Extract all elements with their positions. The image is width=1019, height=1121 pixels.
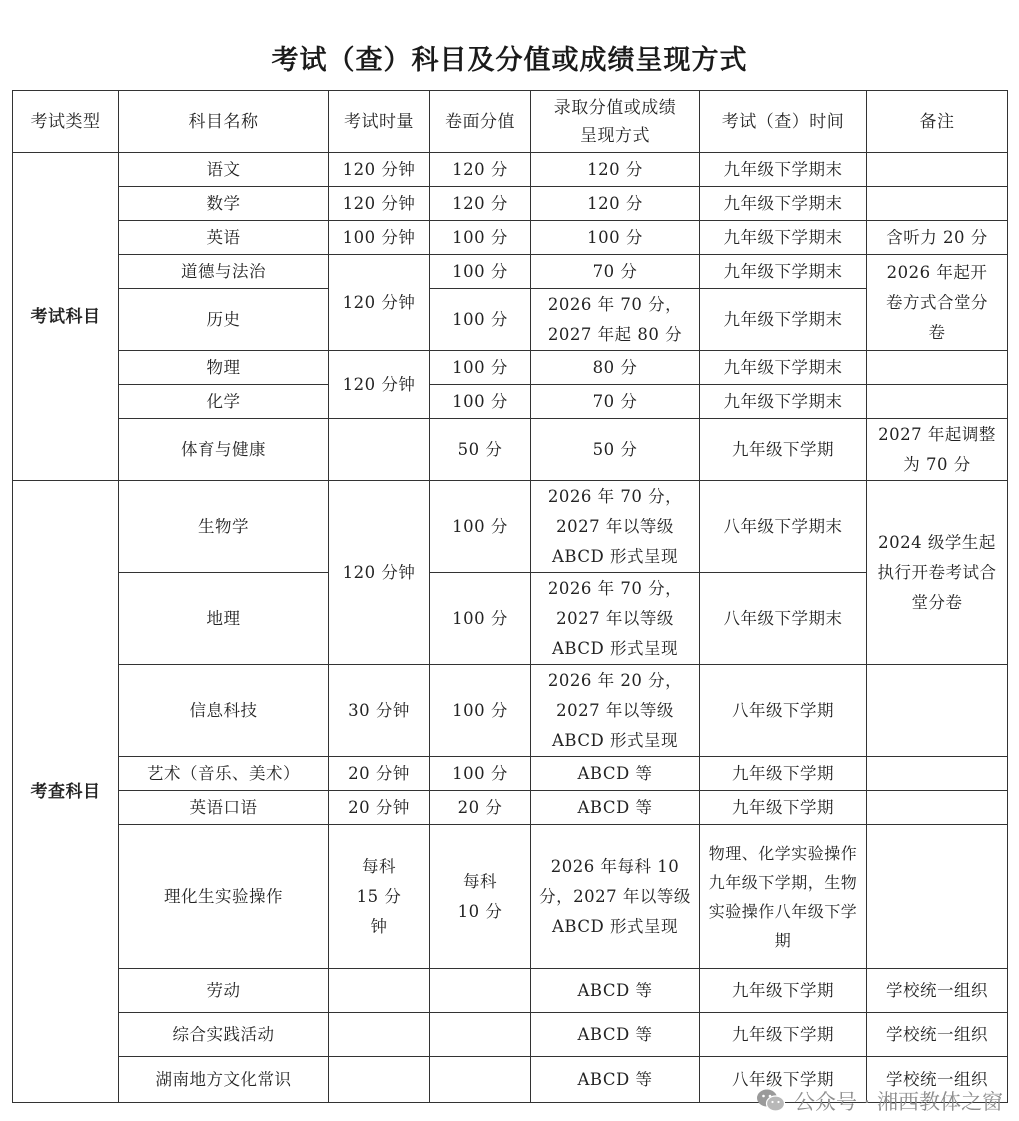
table-row xyxy=(13,573,1008,665)
table-row xyxy=(13,757,1008,791)
duration-cell xyxy=(329,419,430,481)
result-cell: 70 分 xyxy=(531,255,700,289)
exam-type-cell: 考试科目 xyxy=(13,153,119,481)
subject-cell: 道德与法治 xyxy=(119,255,329,289)
note-cell: 2027 年起调整为 70 分 xyxy=(867,419,1008,481)
subject-cell: 化学 xyxy=(119,385,329,419)
subject-cell: 体育与健康 xyxy=(119,419,329,481)
result-cell: 70 分 xyxy=(531,385,700,419)
table-row xyxy=(13,289,1008,351)
subject-cell: 综合实践活动 xyxy=(119,1013,329,1057)
table-row xyxy=(13,385,1008,419)
subject-cell: 英语 xyxy=(119,221,329,255)
result-cell: 120 分 xyxy=(531,153,700,187)
page-title: 考试（查）科目及分值或成绩呈现方式 xyxy=(271,45,748,76)
note-cell xyxy=(867,385,1008,419)
score-cell: 100 分 xyxy=(430,289,531,351)
note-cell xyxy=(867,187,1008,221)
duration-cell: 120 分钟 xyxy=(329,481,430,665)
duration-cell: 100 分钟 xyxy=(329,221,430,255)
score-cell: 50 分 xyxy=(430,419,531,481)
duration-cell: 120 分钟 xyxy=(329,187,430,221)
result-cell: ABCD 等 xyxy=(531,1013,700,1057)
score-cell xyxy=(430,1013,531,1057)
result-cell: ABCD 等 xyxy=(531,757,700,791)
score-cell: 100 分 xyxy=(430,351,531,385)
note-cell xyxy=(867,153,1008,187)
result-cell: 2026 年 70 分，2027 年以等级 ABCD 形式呈现 xyxy=(531,573,700,665)
time-cell: 九年级下学期 xyxy=(700,419,867,481)
note-cell: 学校统一组织 xyxy=(867,1057,1008,1103)
note-cell xyxy=(867,757,1008,791)
note-cell xyxy=(867,791,1008,825)
score-cell: 100 分 xyxy=(430,481,531,573)
note-cell: 2024 级学生起执行开卷考试合堂分卷 xyxy=(867,481,1008,665)
duration-cell: 30 分钟 xyxy=(329,665,430,757)
result-cell: 2026 年 70 分，2027 年以等级 ABCD 形式呈现 xyxy=(531,481,700,573)
result-cell: 2026 年 70 分，2027 年起 80 分 xyxy=(531,289,700,351)
subject-cell: 历史 xyxy=(119,289,329,351)
result-cell: 100 分 xyxy=(531,221,700,255)
time-cell: 八年级下学期 xyxy=(700,665,867,757)
header-note: 备注 xyxy=(867,91,1008,153)
table-row xyxy=(13,419,1008,481)
time-cell: 九年级下学期末 xyxy=(700,385,867,419)
header-time: 考试（查）时间 xyxy=(700,91,867,153)
time-cell: 九年级下学期 xyxy=(700,757,867,791)
time-cell: 九年级下学期 xyxy=(700,969,867,1013)
header-result: 录取分值或成绩呈现方式 xyxy=(531,91,700,153)
subject-cell: 劳动 xyxy=(119,969,329,1013)
table-row xyxy=(13,351,1008,385)
score-cell: 100 分 xyxy=(430,255,531,289)
review-type-cell: 考查科目 xyxy=(13,481,119,1103)
subject-cell: 语文 xyxy=(119,153,329,187)
time-cell: 九年级下学期末 xyxy=(700,187,867,221)
header-exam-type: 考试类型 xyxy=(13,91,119,153)
result-cell: 80 分 xyxy=(531,351,700,385)
note-cell xyxy=(867,825,1008,969)
duration-cell: 20 分钟 xyxy=(329,791,430,825)
score-cell: 100 分 xyxy=(430,757,531,791)
subject-cell: 数学 xyxy=(119,187,329,221)
table-row xyxy=(13,255,1008,289)
duration-cell: 20 分钟 xyxy=(329,757,430,791)
header-row xyxy=(13,91,1008,153)
table-row xyxy=(13,825,1008,969)
header-subject: 科目名称 xyxy=(119,91,329,153)
note-cell: 学校统一组织 xyxy=(867,1013,1008,1057)
subject-cell: 理化生实验操作 xyxy=(119,825,329,969)
table-row xyxy=(13,153,1008,187)
table-row xyxy=(13,221,1008,255)
table-row xyxy=(13,665,1008,757)
subject-cell: 信息科技 xyxy=(119,665,329,757)
note-cell: 学校统一组织 xyxy=(867,969,1008,1013)
duration-cell xyxy=(329,1057,430,1103)
duration-cell xyxy=(329,969,430,1013)
subject-cell: 英语口语 xyxy=(119,791,329,825)
duration-cell: 120 分钟 xyxy=(329,255,430,351)
time-cell: 八年级下学期 xyxy=(700,1057,867,1103)
time-cell: 九年级下学期末 xyxy=(700,255,867,289)
score-cell: 100 分 xyxy=(430,385,531,419)
note-cell: 含听力 20 分 xyxy=(867,221,1008,255)
result-cell: ABCD 等 xyxy=(531,969,700,1013)
table-row xyxy=(13,791,1008,825)
header-duration: 考试时量 xyxy=(329,91,430,153)
time-cell: 八年级下学期末 xyxy=(700,573,867,665)
watermark xyxy=(756,1085,1003,1117)
subject-cell: 艺术（音乐、美术） xyxy=(119,757,329,791)
wechat-icon xyxy=(756,1088,786,1114)
time-cell: 九年级下学期 xyxy=(700,1013,867,1057)
time-cell: 物理、化学实验操作九年级下学期，生物实验操作八年级下学期 xyxy=(700,825,867,969)
subject-cell: 湖南地方文化常识 xyxy=(119,1057,329,1103)
subject-cell: 物理 xyxy=(119,351,329,385)
table-row xyxy=(13,969,1008,1013)
result-cell: ABCD 等 xyxy=(531,791,700,825)
time-cell: 八年级下学期末 xyxy=(700,481,867,573)
score-cell: 20 分 xyxy=(430,791,531,825)
table-row xyxy=(13,481,1008,573)
header-score: 卷面分值 xyxy=(430,91,531,153)
result-cell: 120 分 xyxy=(531,187,700,221)
time-cell: 九年级下学期 xyxy=(700,791,867,825)
result-cell: 50 分 xyxy=(531,419,700,481)
time-cell: 九年级下学期末 xyxy=(700,351,867,385)
duration-cell: 120 分钟 xyxy=(329,153,430,187)
table-row xyxy=(13,187,1008,221)
time-cell: 九年级下学期末 xyxy=(700,289,867,351)
result-cell: 2026 年 20 分，2027 年以等级 ABCD 形式呈现 xyxy=(531,665,700,757)
note-cell xyxy=(867,665,1008,757)
score-cell: 100 分 xyxy=(430,221,531,255)
duration-cell: 每科 15 分钟 xyxy=(329,825,430,969)
watermark-text: 公众号 · 湘西教体之窗 xyxy=(793,1090,1003,1114)
score-cell: 100 分 xyxy=(430,665,531,757)
score-cell xyxy=(430,1057,531,1103)
exam-subjects-table xyxy=(12,90,1008,1103)
duration-cell xyxy=(329,1013,430,1057)
table-row xyxy=(13,1013,1008,1057)
note-cell xyxy=(867,351,1008,385)
score-cell: 120 分 xyxy=(430,153,531,187)
result-cell: 2026 年每科 10 分，2027 年以等级 ABCD 形式呈现 xyxy=(531,825,700,969)
duration-cell: 120 分钟 xyxy=(329,351,430,419)
note-cell: 2026 年起开卷方式合堂分卷 xyxy=(867,255,1008,351)
time-cell: 九年级下学期末 xyxy=(700,221,867,255)
result-cell: ABCD 等 xyxy=(531,1057,700,1103)
subject-cell: 地理 xyxy=(119,573,329,665)
score-cell xyxy=(430,969,531,1013)
score-cell: 100 分 xyxy=(430,573,531,665)
time-cell: 九年级下学期末 xyxy=(700,153,867,187)
subject-cell: 生物学 xyxy=(119,481,329,573)
score-cell: 120 分 xyxy=(430,187,531,221)
score-cell: 每科 10 分 xyxy=(430,825,531,969)
